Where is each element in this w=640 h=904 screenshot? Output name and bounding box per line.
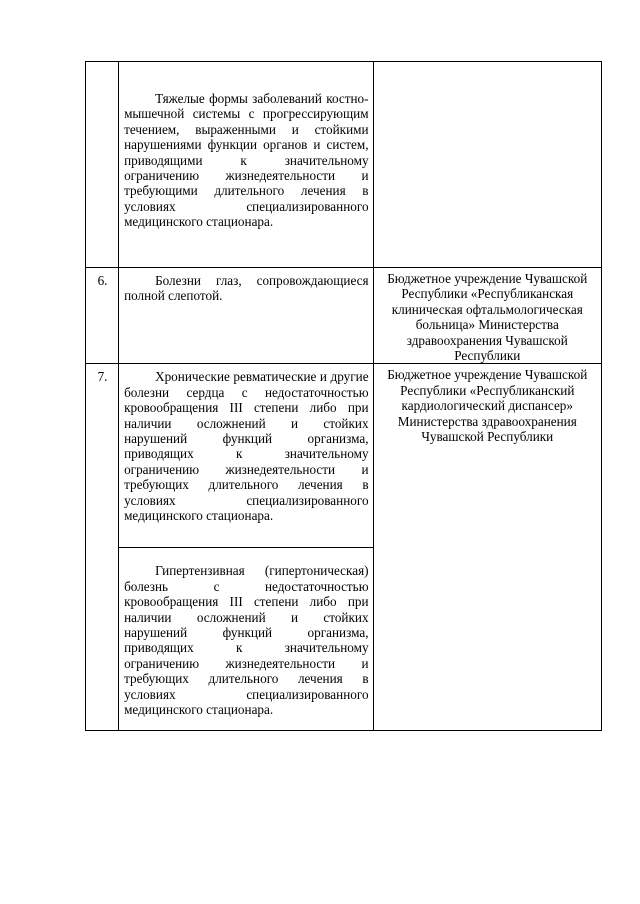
row-number-cell bbox=[86, 268, 119, 364]
disease-cell bbox=[119, 364, 373, 548]
disease-institution-table bbox=[85, 61, 602, 731]
disease-text: Хронические ревматические и другие болезни сердца с недостаточностью кровообращения III степени либо при наличии осложнений и стойких нарушений функций организма, приводящих к значительному ограничению жизнедеятельности и требующих длительного лечения в условиях специализированного медицинского стационара. bbox=[124, 369, 369, 524]
disease-cell bbox=[119, 548, 373, 731]
table-row bbox=[86, 62, 602, 268]
institution-text: Бюджетное учреждение Чувашской Республики «Республиканский кардиологический диспансер» Министерства здравоохранения Чувашской Республики bbox=[387, 367, 588, 445]
disease-cell bbox=[119, 62, 373, 268]
row-number: 7. bbox=[97, 369, 108, 385]
disease-text: Болезни глаз, сопровождающиеся полной слепотой. bbox=[124, 273, 369, 304]
row-number bbox=[86, 62, 118, 67]
row-number-cell bbox=[86, 364, 119, 731]
institution-cell bbox=[373, 364, 601, 731]
row-number-cell bbox=[86, 62, 119, 268]
row-number: 6. bbox=[97, 273, 108, 288]
institution-cell bbox=[373, 62, 601, 268]
institution-text bbox=[374, 62, 601, 65]
institution-cell bbox=[373, 268, 601, 364]
disease-text: Тяжелые формы заболеваний костно-мышечной системы с прогрессирующим течением, выраженными и стойкими нарушениями функции органов и систем, приводящими к значительному ограничению жизнедеятельности и требующими длительного лечения в условиях специализированного медицинского стационара. bbox=[124, 91, 369, 230]
institution-text: Бюджетное учреждение Чувашской Республики «Республиканская клиническая офтальмологическая больница» Министерства здравоохранения Чувашской Республики bbox=[387, 271, 588, 364]
disease-text: Гипертензивная (гипертоническая) болезнь с недостаточностью кровообращения III степени либо при наличии осложнений и стойких нарушений функций организма, приводящих к значительному ограничению жизнедеятельности и требующих длительного лечения в условиях специализированного медицинского стационара. bbox=[124, 563, 369, 718]
table-row bbox=[86, 364, 602, 548]
table-row bbox=[86, 268, 602, 364]
disease-cell bbox=[119, 268, 373, 364]
